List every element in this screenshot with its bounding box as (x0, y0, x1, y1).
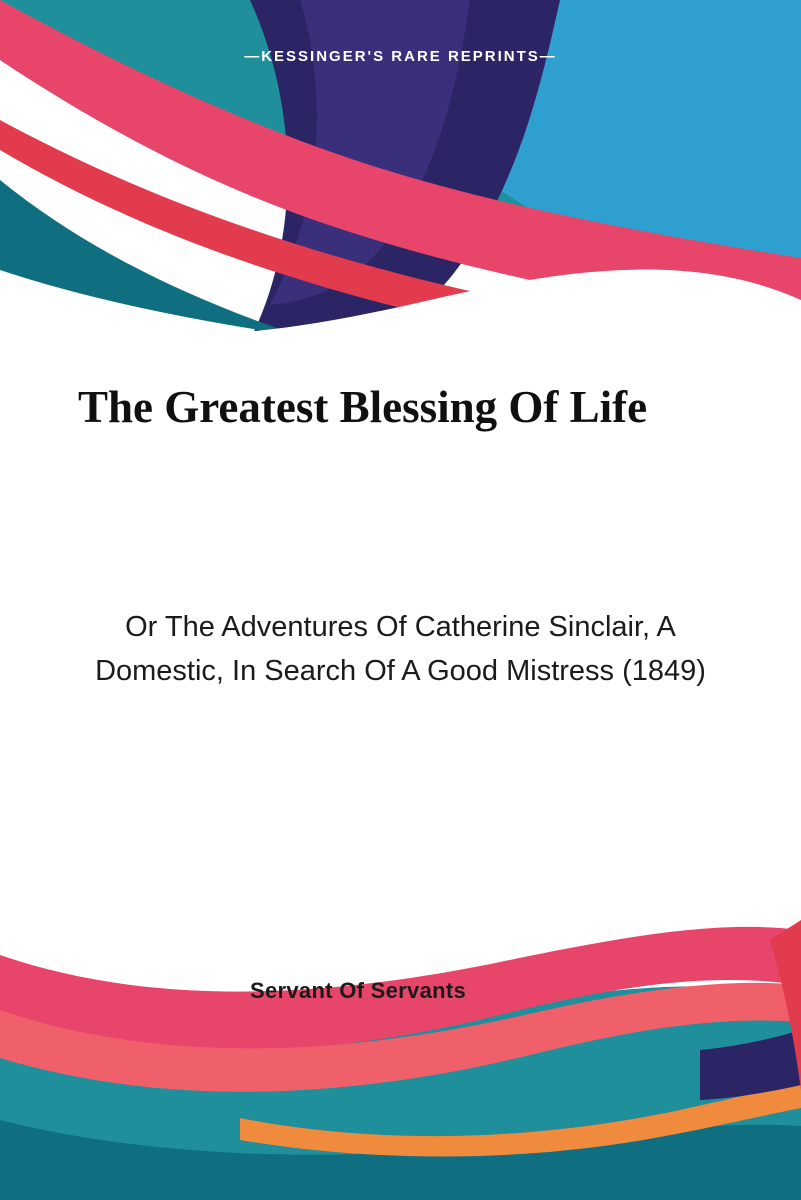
book-title: The Greatest Blessing Of Life (78, 382, 648, 432)
book-author: Servant Of Servants (250, 978, 467, 1003)
book-subtitle: Or The Adventures Of Catherine Sinclair, A Domestic, In Search Of A Good Mistress (1849) (95, 611, 706, 688)
publisher-imprint: —KESSINGER'S RARE REPRINTS— (244, 48, 557, 65)
